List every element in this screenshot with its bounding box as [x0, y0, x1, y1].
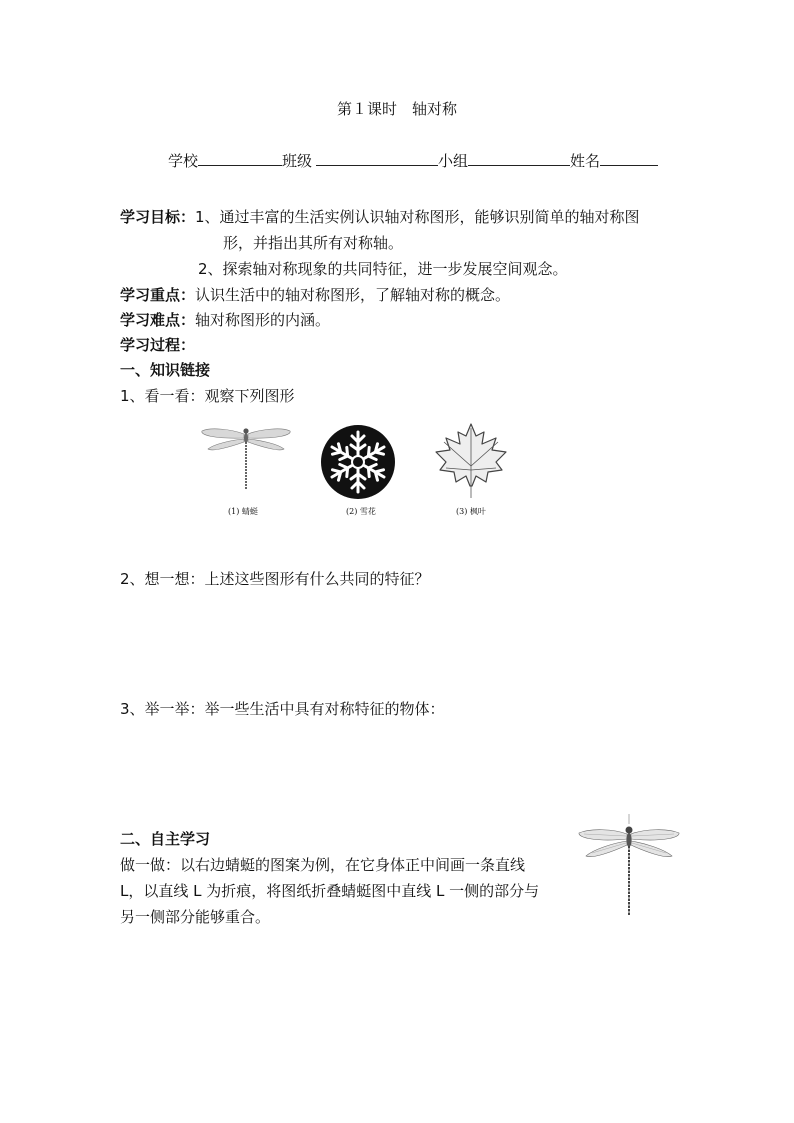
group-blank[interactable] — [468, 148, 570, 166]
figure-dragonfly — [196, 420, 296, 498]
difficulty-text: 轴对称图形的内涵。 — [195, 311, 331, 329]
question-3: 3、举一举：举一些生活中具有对称特征的物体： — [120, 700, 445, 718]
objectives-label: 学习目标： — [120, 208, 196, 226]
name-label: 姓名 — [570, 152, 601, 170]
figure-dragonfly-large — [574, 812, 684, 920]
section2-line3: 另一侧部分能够重合。 — [120, 908, 271, 926]
name-blank[interactable] — [600, 148, 658, 166]
section2-line1: 做一做：以右边蜻蜓的图案为例，在它身体正中间画一条直线 — [120, 856, 526, 874]
objectives — [120, 204, 640, 230]
process-label: 学习过程： — [120, 336, 196, 354]
school-label: 学校 — [168, 152, 199, 170]
key-point-label: 学习重点： — [120, 286, 196, 304]
key-point-text: 认识生活中的轴对称图形，了解轴对称的概念。 — [195, 286, 511, 304]
section1-heading: 一、知识链接 — [120, 361, 211, 379]
section2-heading: 二、自主学习 — [120, 830, 211, 848]
section2-line2: L，以直线 L 为折痕，将图纸折叠蜻蜓图中直线 L 一侧的部分与 — [120, 882, 540, 900]
dragonfly-icon — [574, 812, 684, 920]
objective-2: 2、探索轴对称现象的共同特征，进一步发展空间观念。 — [198, 260, 568, 278]
key-point — [120, 282, 510, 308]
figure-maple-leaf — [430, 420, 512, 502]
objective-1-line2: 形，并指出其所有对称轴。 — [223, 234, 404, 252]
figure-maple-leaf-caption: (3) 枫叶 — [456, 507, 486, 516]
dragonfly-icon — [196, 420, 296, 498]
figure-snowflake-caption: (2) 雪花 — [346, 507, 376, 516]
student-info-line — [168, 148, 658, 174]
difficulty-label: 学习难点： — [120, 311, 196, 329]
page-title: 第１课时 轴对称 — [336, 100, 457, 118]
figure-snowflake — [320, 424, 396, 500]
class-label: 班级 — [282, 152, 313, 170]
school-blank[interactable] — [198, 148, 282, 166]
group-label: 小组 — [438, 152, 469, 170]
snowflake-icon — [320, 424, 396, 500]
question-2: 2、想一想：上述这些图形有什么共同的特征？ — [120, 570, 430, 588]
class-blank[interactable] — [316, 148, 438, 166]
question-1: 1、看一看：观察下列图形 — [120, 387, 295, 405]
figure-dragonfly-caption: (1) 蜻蜓 — [228, 507, 258, 516]
difficulty — [120, 307, 330, 333]
maple-leaf-icon — [430, 420, 512, 502]
objective-1-line1: 1、通过丰富的生活实例认识轴对称图形，能够识别简单的轴对称图 — [195, 208, 640, 226]
